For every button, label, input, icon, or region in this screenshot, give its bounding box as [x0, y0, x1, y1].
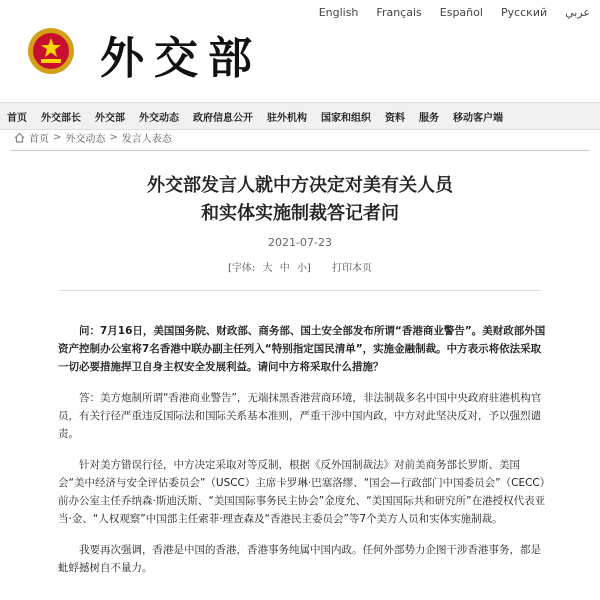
- lang-english[interactable]: English: [318, 6, 359, 19]
- lang-russian[interactable]: Русский: [500, 6, 548, 19]
- divider: [60, 290, 540, 291]
- nav-ministry[interactable]: 外交部: [95, 112, 125, 124]
- article-paragraph: 针对美方错误行径，中方决定采取对等反制，根据《反外国制裁法》对前美商务部长罗斯、美国会“美中经济与安全评估委员会”（USCC）主席卡罗琳·巴塞洛缪、“国会—行政部门中国委员会”（CECC）前办公室主任乔纳森·斯迪沃斯、“美国国际事务民主协会”金度允、“美国国际共和研究所”在港授权代表亚当·金、“人权观察”中国部主任索菲·理查森及“香港民主委员会”等7个美方人员和实体实施制裁。: [58, 459, 546, 525]
- article-title: [0, 172, 600, 228]
- font-size-large[interactable]: 大: [262, 263, 273, 274]
- article-date: 2021-07-23: [268, 236, 332, 249]
- breadcrumb-separator: >: [109, 132, 118, 143]
- breadcrumb-home[interactable]: 首页: [29, 134, 49, 145]
- nav-news[interactable]: 外交动态: [139, 112, 179, 124]
- breadcrumb-news[interactable]: 外交动态: [65, 134, 106, 145]
- nav-missions[interactable]: 驻外机构: [267, 112, 307, 124]
- nav-countries[interactable]: 国家和组织: [321, 112, 371, 124]
- article-tools: [0, 259, 600, 274]
- article-question: 问：7月16日，美国国务院、财政部、商务部、国土安全部发布所谓“香港商业警告”。美财政部外国资产控制办公室将7名香港中联办副主任列入“特别指定国民清单”，实施金融制裁。中方表示将依法采取一切必要措施捍卫自身主权安全发展利益。请问中方将采取什么措施？: [58, 325, 546, 373]
- language-bar: [319, 6, 590, 19]
- article-answer: 答：美方炮制所谓“香港商业警告”，无端抹黑香港营商环境，非法制裁多名中国中央政府驻港机构官员，有关行径严重违反国际法和国际关系基本准则，严重干涉中国内政，中方对此坚决反对，予以强烈谴责。: [58, 392, 542, 440]
- print-button[interactable]: 打印本页: [331, 263, 372, 274]
- article-body: [58, 322, 546, 590]
- font-size-label: [字体:: [228, 263, 256, 274]
- national-emblem-icon[interactable]: [26, 26, 76, 76]
- nav-resources[interactable]: 资料: [385, 112, 405, 124]
- nav-minister[interactable]: 外交部长: [41, 112, 81, 124]
- article-paragraph: 我要再次强调，香港是中国的香港，香港事务纯属中国内政。任何外部势力企图干涉香港事务，都是蚍蜉撼树自不量力。: [58, 544, 541, 574]
- nav-home[interactable]: 首页: [7, 112, 27, 124]
- lang-spanish[interactable]: Español: [439, 6, 483, 19]
- main-nav: [0, 102, 600, 130]
- site-logo[interactable]: 外交部: [100, 33, 262, 84]
- nav-mobile[interactable]: 移动客户端: [453, 112, 503, 124]
- breadcrumb-separator: >: [53, 132, 62, 143]
- font-size-medium[interactable]: 中: [279, 263, 290, 274]
- title-line-2: 和实体实施制裁答记者问: [201, 203, 399, 224]
- site-header: [0, 0, 600, 100]
- home-icon: [14, 132, 25, 143]
- nav-gov-info[interactable]: 政府信息公开: [193, 112, 253, 124]
- divider: [10, 150, 590, 151]
- breadcrumb: [14, 130, 172, 145]
- title-line-1: 外交部发言人就中方决定对美有关人员: [147, 175, 453, 196]
- lang-arabic[interactable]: عربي: [565, 6, 590, 19]
- font-size-small[interactable]: 小]: [296, 263, 311, 274]
- nav-services[interactable]: 服务: [419, 112, 439, 124]
- breadcrumb-spokesperson[interactable]: 发言人表态: [121, 134, 172, 145]
- lang-french[interactable]: Français: [376, 6, 422, 19]
